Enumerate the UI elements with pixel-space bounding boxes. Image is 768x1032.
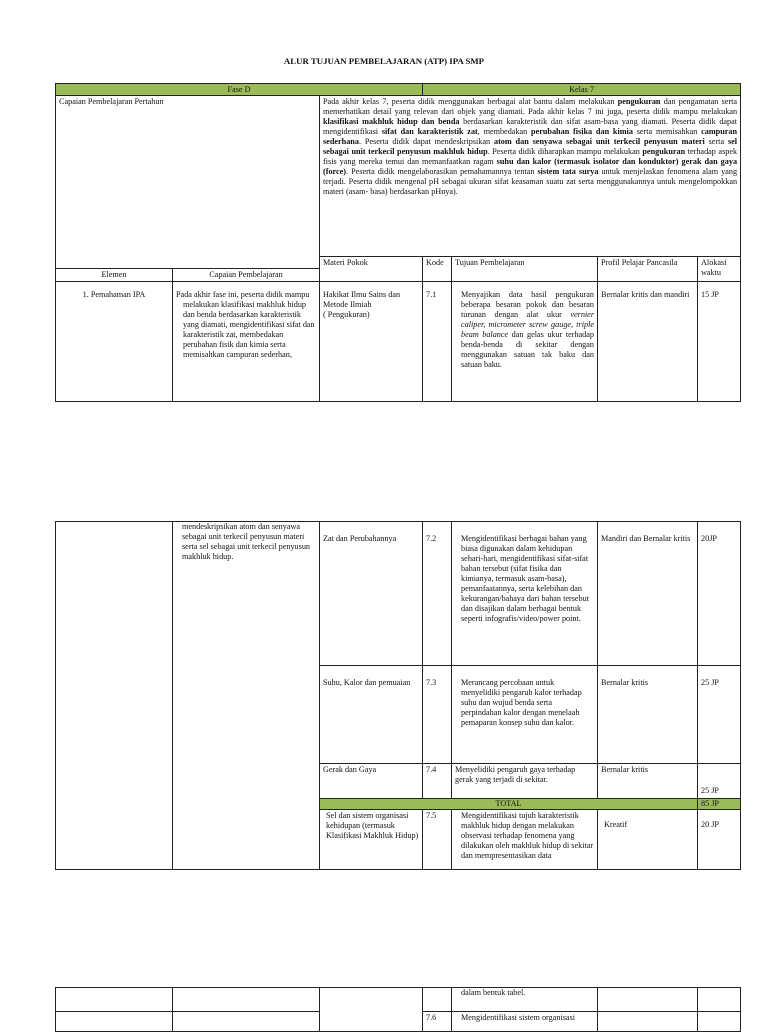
cp-text-segment: dan pengamatan serta memerhatikan detail yang relevan dari objek yang diamati. Pada akhir kelas 7 ini juga, peserta didik mampu melakukan bbox=[323, 97, 738, 116]
profil-cell: Mandiri dan Bernalar kritis bbox=[598, 522, 698, 666]
kode-cell: 7.2 bbox=[423, 522, 452, 666]
cp-text-segment: Pada akhir kelas 7, peserta didik menggunakan berbagai alat bantu dalam melakukan bbox=[323, 97, 618, 106]
alokasi-cell: 15 JP bbox=[698, 282, 741, 402]
materi-cell: Suhu, Kalor dan pemuaian bbox=[320, 666, 423, 764]
profil-cell: Bernalar kritis bbox=[598, 764, 698, 799]
total-label: TOTAL bbox=[320, 799, 698, 810]
materi-cell: Sel dan sistem organisasi kehidupan (termasuk Klasifikasi Makhluk Hidup) bbox=[320, 810, 423, 870]
cp-cell-cont: mendeskripsikan atom dan senyawa sebagai unit terkecil penyusun materi serta sel sebagai unit terkecil penyusun makhluk hidup. bbox=[173, 522, 320, 870]
cp-pertahun-text bbox=[320, 96, 741, 257]
profil-cell bbox=[598, 988, 698, 1012]
kelas-header: Kelas 7 bbox=[423, 84, 741, 96]
total-value: 85 JP bbox=[698, 799, 741, 810]
cp-keyword: sistem tata surya bbox=[537, 167, 599, 176]
cp-text-segment: serta memisahkan bbox=[632, 127, 702, 136]
tujuan-text-a: Menyajikan data hasil pengukuran beberapa besaran pokok dan besaran turunan dengan alat ukur bbox=[461, 290, 595, 319]
cp-keyword: pengukuran bbox=[642, 147, 686, 156]
cp-text-segment: terhadap aspek fisis yang mereka temui dan memanfaatkan ragam bbox=[323, 147, 738, 166]
tujuan-cell: dalam bentuk tabel. bbox=[452, 988, 598, 1012]
cp-keyword: campuran sederhana bbox=[323, 127, 738, 146]
elemen-cell: 1. Pemahaman IPA bbox=[56, 282, 173, 402]
profil-cell: Bernalar kritis bbox=[598, 666, 698, 764]
tujuan-cell: Menyelidiki pengaruh gaya terhadap gerak yang terjadi di sekitar. bbox=[452, 764, 598, 799]
cp-text-segment: , membedakan bbox=[477, 127, 532, 136]
cp-cell bbox=[173, 988, 320, 1012]
cp-keyword: pengukuran bbox=[617, 97, 661, 106]
cp-pertahun-label: Capaian Pembelajaran Pertahun bbox=[56, 96, 320, 269]
materi-cell: Hakikat Ilmu Sains dan Metode Ilmiah ( Pengukuran) bbox=[320, 282, 423, 402]
col-alokasi: Alokasi waktu bbox=[698, 257, 741, 282]
profil-cell bbox=[598, 1012, 698, 1032]
cp-keyword: atom dan senyawa sebagai unit terkecil penyusun materi bbox=[493, 137, 705, 146]
tujuan-cell: Mengidentifikasi sistem organisasi bbox=[452, 1012, 598, 1032]
materi-cell: Zat dan Perubahannya bbox=[320, 522, 423, 666]
tujuan-text-italic: vernier caliper, micrometer screw gauge, triple beam balance bbox=[461, 310, 595, 339]
kode-cell: 7.5 bbox=[423, 810, 452, 870]
cp-text-segment: berdasarkan karakteristik dan sifat asam-basa yang diamati. Peserta didik dapat mengidentifikasi bbox=[323, 117, 738, 136]
alokasi-cell bbox=[698, 1012, 741, 1032]
elemen-cell bbox=[56, 988, 173, 1012]
col-kode: Kode bbox=[423, 257, 452, 282]
cp-keyword: perubahan fisika dan kimia bbox=[531, 127, 633, 136]
kode-cell: 7.3 bbox=[423, 666, 452, 764]
fase-header: Fase D bbox=[56, 84, 423, 96]
cp-keyword: sel sebagai unit terkecil penyusun makhluk hidup bbox=[323, 137, 738, 156]
cp-text-segment: . Peserta didik mengelaborasikan pemahamannya tentan bbox=[346, 167, 538, 176]
kode-cell: 7.4 bbox=[423, 764, 452, 799]
alokasi-cell: 20 JP bbox=[698, 810, 741, 870]
kode-cell bbox=[423, 988, 452, 1012]
alokasi-cell: 20JP bbox=[698, 522, 741, 666]
tujuan-cell: Mengidentifikasi tujuh karakteristik makhluk hidup dengan melakukan observasi terhadap fenomena yang dilakukan oleh makhluk hidup di sekitar dan mempresentasikan data bbox=[452, 810, 598, 870]
cp-keyword: suhu dan kalor (termasuk isolator dan konduktor) gerak dan gaya (force) bbox=[323, 157, 738, 176]
atp-table-page2 bbox=[55, 521, 741, 870]
kode-cell: 7.1 bbox=[423, 282, 452, 402]
alokasi-cell bbox=[698, 988, 741, 1012]
cp-text-segment: untuk menjelaskan fenomena alam yang terjadi. Peserta didik mengenal pH sebagai ukuran sifat keasaman suatu zat serta menggunakannya untuk mengelompokkan materi (asam- basa) berdasarkan pHnya). bbox=[323, 167, 738, 196]
profil-cell: Bernalar kritis dan mandiri bbox=[598, 282, 698, 402]
alokasi-cell: 25 JP bbox=[698, 666, 741, 764]
col-elemen: Elemen bbox=[56, 269, 173, 282]
page-title: ALUR TUJUAN PEMBELAJARAN (ATP) IPA SMP bbox=[283, 56, 485, 66]
tujuan-cell: Mengidentifikasi berbagai bahan yang biasa digunakan dalam kehidupan sehari-hari, mengidentifikasi sifat-sifat bahan tersebut (sifat fisika dan kimianya, termasuk asam-basa), pemanfaatannya, serta kelebihan dan kekurangan/bahaya dari bahan tersebut dan disajikan dalam berbagai bentuk seperti infografis/video/power point. bbox=[452, 522, 598, 666]
tujuan-cell bbox=[452, 282, 598, 402]
cp-text-segment: . Peserta didik dapat mendeskripsikan bbox=[358, 137, 494, 146]
kode-cell: 7.6 bbox=[423, 1012, 452, 1032]
tujuan-text-b: dan gelas ukur terhadap benda-benda di sekitar dengan menggunakan satuan tak baku dan satuan baku. bbox=[461, 330, 595, 369]
cp-cell bbox=[173, 1012, 320, 1032]
materi-cell: Gerak dan Gaya bbox=[320, 764, 423, 799]
elemen-cell bbox=[56, 1012, 173, 1032]
cp-text-segment: . Peserta didik diharapkan mampu melakukan bbox=[487, 147, 643, 156]
col-capaian: Capaian Pembelajaran bbox=[173, 269, 320, 282]
alokasi-cell: 25 JP bbox=[698, 764, 741, 799]
col-profil: Profil Pelajar Pancasila bbox=[598, 257, 698, 282]
cp-keyword: sifat dan karakteristik zat bbox=[381, 127, 478, 136]
col-materi-pokok: Materi Pokok bbox=[320, 257, 423, 282]
atp-table-page3 bbox=[55, 987, 741, 1032]
atp-table-page1 bbox=[55, 83, 741, 402]
materi-cell bbox=[320, 988, 423, 1032]
cp-cell: Pada akhir fase ini, peserta didik mampu melakukan klasifikasi makhluk hidup dan benda berdasarkan karakteristik yang diamati, mengidentifikasi sifat dan karakteristik zat, membedakan perubahan fisik dan kimia serta memisahkan campuran sederhan, bbox=[173, 282, 320, 402]
profil-cell: Kreatif bbox=[598, 810, 698, 870]
tujuan-cell: Merancang percobaan untuk menyelidiki pengaruh kalor terhadap suhu dan wujud benda serta perpindahan kalor dengan menelaah pemaparan konsep suhu dan kalor. bbox=[452, 666, 598, 764]
elemen-cell-cont bbox=[56, 522, 173, 870]
cp-keyword: klasifikasi makhluk hidup dan benda bbox=[323, 117, 460, 126]
cp-text-segment: serta bbox=[704, 137, 728, 146]
col-tujuan: Tujuan Pembelajaran bbox=[452, 257, 598, 282]
